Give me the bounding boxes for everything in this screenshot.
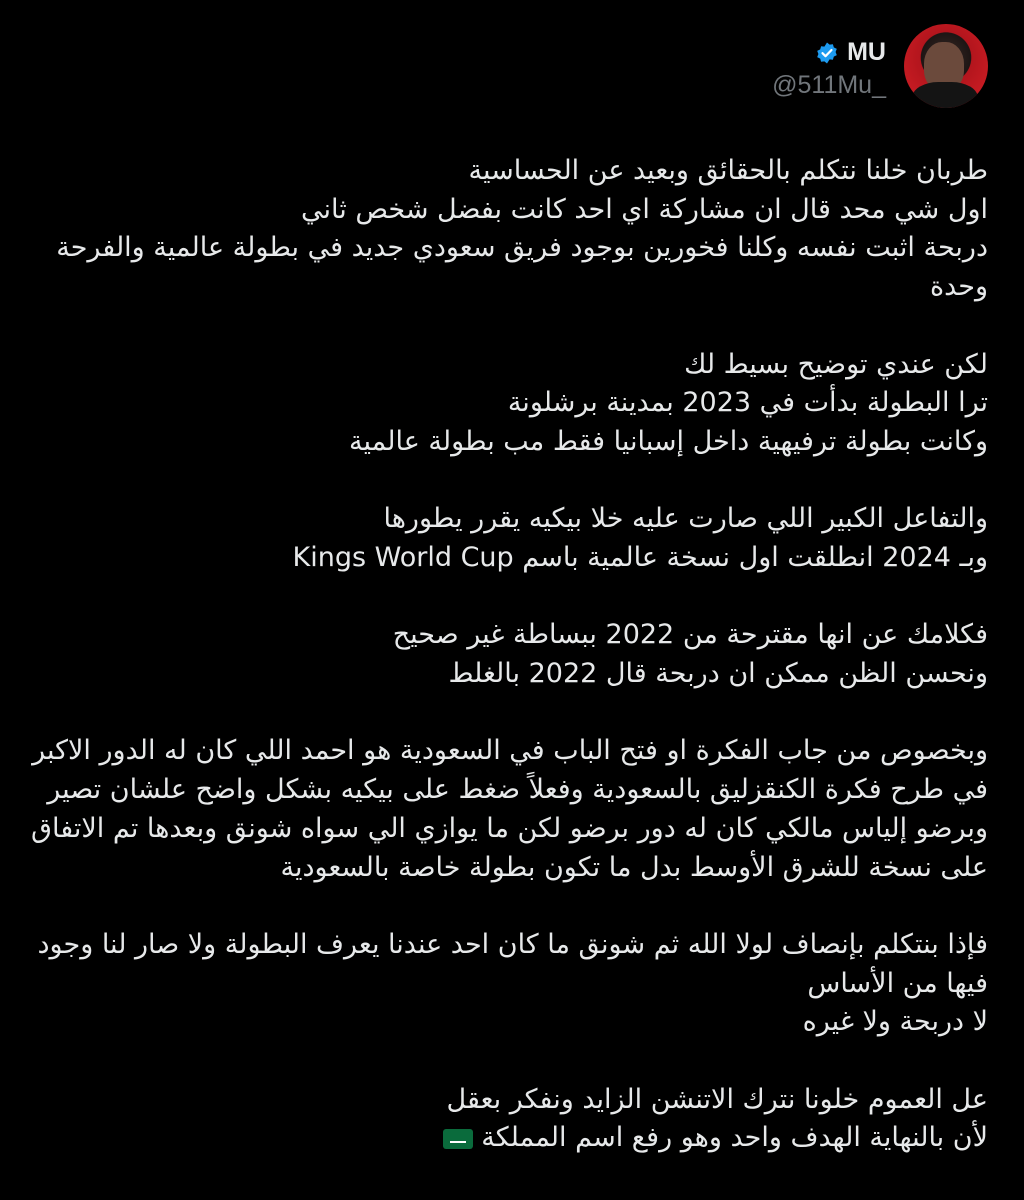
- tweet-line: وحدة: [929, 271, 988, 303]
- tweet-line: فيها من الأساس: [807, 967, 988, 999]
- tweet-line: وكانت بطولة ترفيهية داخل إسبانيا فقط مب بطولة عالمية: [349, 425, 988, 457]
- verified-badge-icon: [815, 41, 839, 65]
- paragraph-gap: [30, 462, 988, 501]
- tweet-line: ترا البطولة بدأت في 2023 بمدينة برشلونة: [507, 387, 988, 419]
- tweet-line: عل العموم خلونا نترك الاتنشن الزايد ونفكر بعقل: [446, 1083, 988, 1115]
- tweet-line-text: لأن بالنهاية الهدف واحد وهو رفع اسم المملكة: [481, 1122, 988, 1154]
- tweet-line: وبرضو إلياس مالكي كان له دور برضو لكن ما يوازي الي سواه شونق وبعدها تم الاتفاق: [31, 812, 988, 844]
- tweet-line: ونحسن الظن ممكن ان دربحة قال 2022 بالغلط: [448, 658, 988, 690]
- name-row: [772, 38, 886, 67]
- tweet-header: [772, 24, 988, 108]
- avatar[interactable]: [904, 24, 988, 108]
- tweet-line: وبخصوص من جاب الفكرة او فتح الباب في السعودية هو احمد اللي كان له الدور الاكبر: [32, 735, 988, 767]
- author-info[interactable]: [772, 38, 886, 100]
- paragraph-gap: [30, 887, 988, 926]
- display-name[interactable]: MU: [847, 38, 886, 66]
- tweet-line: لكن عندي توضيح بسيط لك: [684, 348, 988, 380]
- tweet-line: دربحة اثبت نفسه وكلنا فخورين بوجود فريق سعودي جديد في بطولة عالمية والفرحة: [56, 232, 988, 264]
- user-handle[interactable]: @511Mu_: [772, 71, 886, 99]
- tweet-line: على نسخة للشرق الأوسط بدل ما تكون بطولة خاصة بالسعودية: [280, 851, 988, 883]
- tweet-line: والتفاعل الكبير اللي صارت عليه خلا بيكيه يقرر يطورها: [383, 503, 988, 535]
- avatar-shirt: [912, 82, 978, 108]
- paragraph-gap: [30, 1042, 988, 1081]
- tweet-line: في طرح فكرة الكنقزليق بالسعودية وفعلاً ضغط على بيكيه بشكل واضح علشان تصير: [47, 774, 988, 806]
- tweet-text: [30, 152, 988, 1158]
- paragraph-gap: [30, 694, 988, 733]
- tweet-line: [30, 1119, 988, 1158]
- tweet-line: فإذا بنتكلم بإنصاف لولا الله ثم شونق ما كان احد عندنا يعرف البطولة ولا صار لنا وجود: [37, 928, 988, 960]
- tweet-line: لا دربحة ولا غيره: [802, 1006, 988, 1038]
- tweet-line: طربان خلنا نتكلم بالحقائق وبعيد عن الحساسية: [468, 155, 988, 186]
- saudi-flag-icon: [443, 1129, 473, 1149]
- tweet-line: اول شي محد قال ان مشاركة اي احد كانت بفضل شخص ثاني: [300, 193, 988, 225]
- paragraph-gap: [30, 307, 988, 346]
- paragraph-gap: [30, 578, 988, 617]
- tweet-line: وبـ 2024 انطلقت اول نسخة عالمية باسم Kings World Cup: [292, 542, 988, 573]
- tweet-line: فكلامك عن انها مقترحة من 2022 ببساطة غير صحيح: [392, 619, 988, 651]
